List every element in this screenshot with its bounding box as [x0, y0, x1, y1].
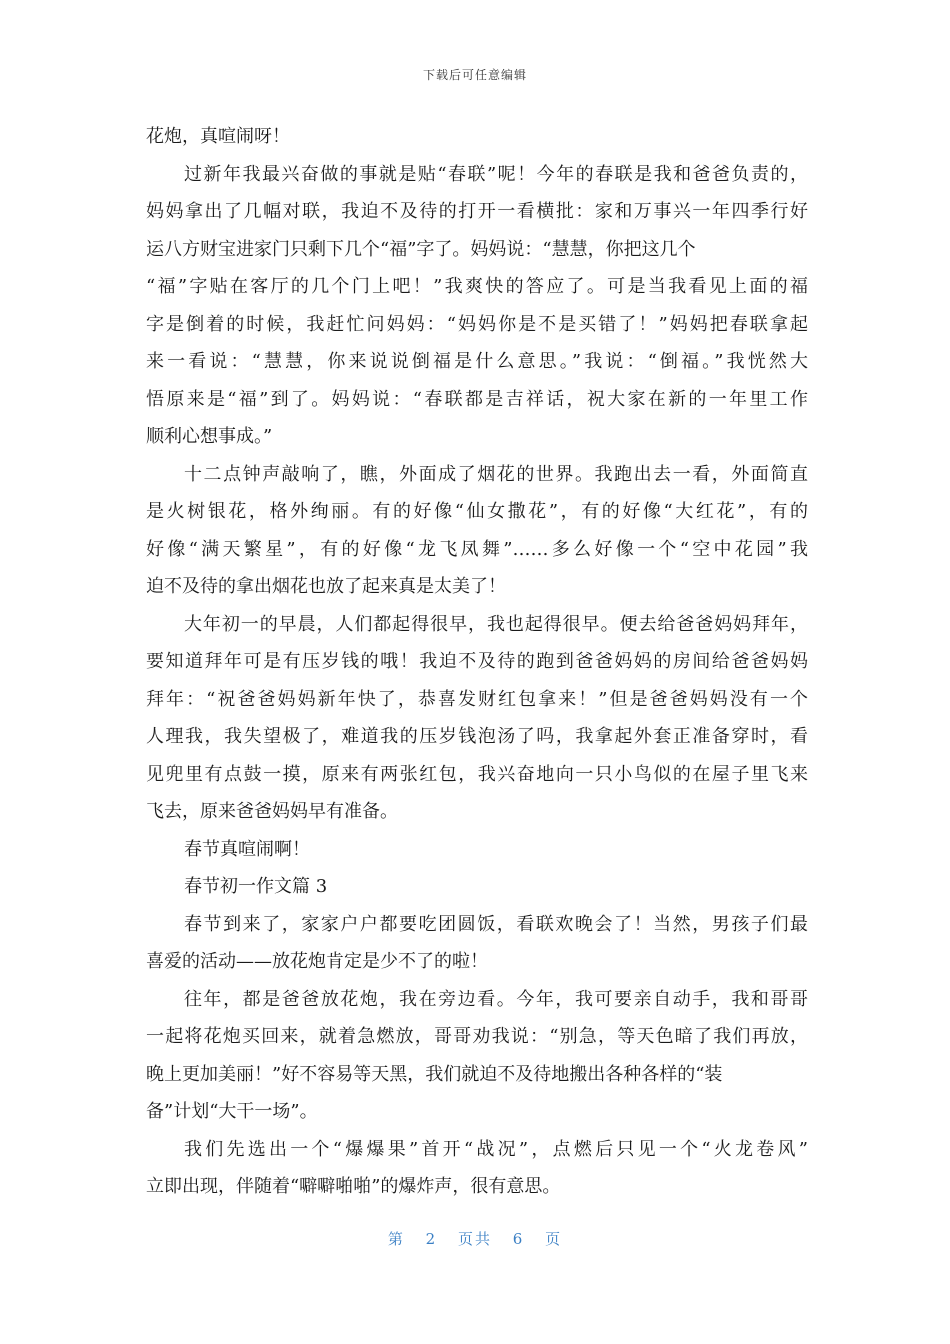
text-line: “福”字贴在客厅的几个门上吧！”我爽快的答应了。可是当我看见上面的福 — [146, 276, 808, 297]
document-body — [146, 118, 808, 1206]
text-line: 大年初一的早晨，人们都起得很早，我也起得很早。便去给爸爸妈妈拜年， — [184, 613, 808, 635]
text-line: 悟原来是“福”到了。妈妈说：“春联都是吉祥话，祝大家在新的一年里工作 — [146, 388, 808, 410]
text-line: 妈妈拿出了几幅对联，我迫不及待的打开一看横批：家和万事兴一年四季行好 — [146, 201, 808, 222]
text-line: 春节真喧闹啊！ — [184, 838, 310, 860]
text-line: 我们先选出一个“爆爆果”首开“战况”，点燃后只见一个“火龙卷风” — [184, 1138, 808, 1160]
text-line: 晚上更加美丽！”好不容易等天黑，我们就迫不及待地搬出各种各样的“装 — [146, 1063, 723, 1085]
text-line: 立即出现，伴随着“噼噼啪啪”的爆炸声，很有意思。 — [146, 1176, 561, 1197]
text-line: 是火树银花，格外绚丽。有的好像“仙女撒花”，有的好像“大红花”，有的 — [146, 501, 808, 522]
text-line: 春节初一作文篇 3 — [184, 876, 328, 897]
text-line: 拜年：“祝爸爸妈妈新年快了，恭喜发财红包拿来！”但是爸爸妈妈没有一个 — [146, 688, 808, 710]
text-line: 十二点钟声敲响了，瞧，外面成了烟花的世界。我跑出去一看，外面简直 — [184, 463, 808, 485]
text-line: 一起将花炮买回来，就着急燃放，哥哥劝我说：“别急，等天色暗了我们再放， — [146, 1026, 808, 1047]
page-header: 下载后可任意编辑 — [422, 68, 527, 82]
text-line: 要知道拜年可是有压岁钱的哦！我迫不及待的跑到爸爸妈妈的房间给爸爸妈妈 — [146, 651, 808, 672]
text-line: 见兜里有点鼓一摸，原来有两张红包，我兴奋地向一只小鸟似的在屋子里飞来 — [146, 763, 808, 785]
text-line: 备”计划“大干一场”。 — [146, 1101, 318, 1122]
text-line: 飞去，原来爸爸妈妈早有准备。 — [146, 801, 398, 822]
text-line: 往年，都是爸爸放花炮，我在旁边看。今年，我可要亲自动手，我和哥哥 — [184, 988, 808, 1010]
text-line: 好像“满天繁星”，有的好像“龙飞凤舞”……多么好像一个“空中花园”我 — [146, 538, 808, 560]
text-line: 顺利心想事成。” — [146, 426, 273, 447]
text-line: 人理我，我失望极了，难道我的压岁钱泡汤了吗，我拿起外套正准备穿时，看 — [146, 726, 808, 747]
text-line: 过新年我最兴奋做的事就是贴“春联”呢！今年的春联是我和爸爸负责的， — [184, 163, 808, 185]
page-number-footer: 第 2 页共 6 页 — [387, 1230, 563, 1248]
text-line: 来一看说：“慧慧，你来说说倒福是什么意思。”我说：“倒福。”我恍然大 — [146, 351, 808, 372]
text-line: 字是倒着的时候，我赶忙问妈妈：“妈妈你是不是买错了！”妈妈把春联拿起 — [146, 313, 808, 335]
text-line: 花炮，真喧闹呀！ — [146, 126, 290, 147]
text-line: 运八方财宝进家门只剩下几个“福”字了。妈妈说：“慧慧，你把这几个 — [146, 238, 696, 260]
text-line: 迫不及待的拿出烟花也放了起来真是太美了！ — [146, 576, 506, 597]
text-line: 春节到来了，家家户户都要吃团圆饭，看联欢晚会了！当然，男孩子们最 — [184, 913, 808, 935]
text-line: 喜爱的活动——放花炮肯定是少不了的啦！ — [146, 951, 488, 972]
